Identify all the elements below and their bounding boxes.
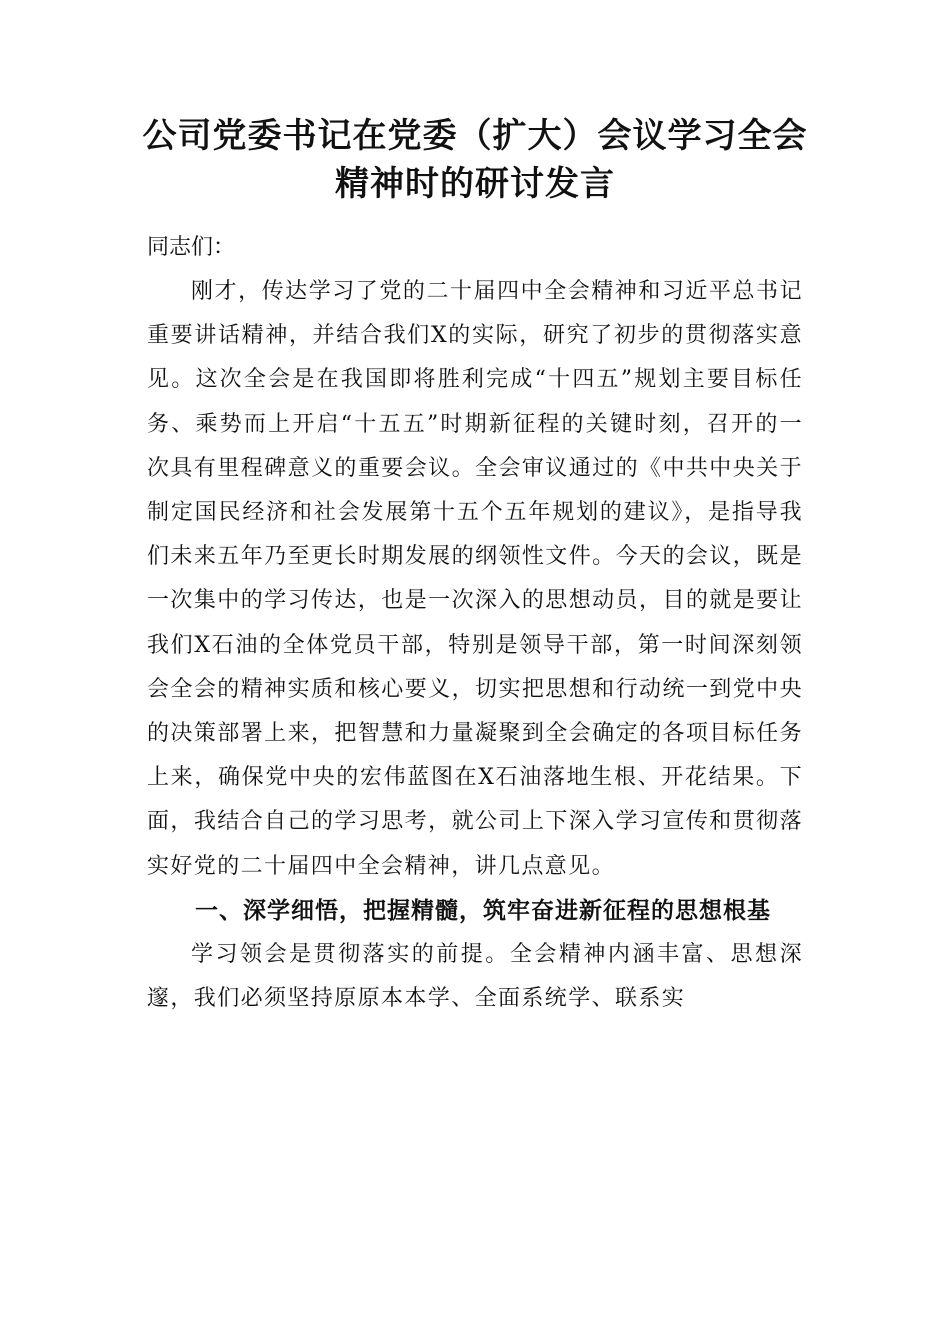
document-title: 公司党委书记在党委（扩大）会议学习全会精神时的研讨发言	[142, 116, 808, 204]
section-heading-1: 一、深学细悟，把握精髓，筑牢奋进新征程的思想根基	[195, 897, 771, 924]
paragraph-intro: 刚才，传达学习了党的二十届四中全会精神和习近平总书记重要讲话精神，并结合我们X的实际，研究了初步的贯彻落实意见。这次全会是在我国即将胜利完成“十四五”规划主要目标任务、乘势而上开启“十五五”时期新征程的关键时刻，召开的一次具有里程碑意义的重要会议。全会审议通过的《中共中央关于制定国民经济和社会发展第十五个五年规划的建议》，是指导我们未来五年乃至更长时期发展的纲领性文件。今天的会议，既是一次集中的学习传达，也是一次深入的思想动员，目的就是要让我们X石油的全体党员干部，特别是领导干部，第一时间深刻领会全会的精神实质和核心要义，切实把思想和行动统一到党中央的决策部署上来，把智慧和力量凝聚到全会确定的各项目标任务上来，确保党中央的宏伟蓝图在X石油落地生根、开花结果。下面，我结合自己的学习思考，就公司上下深入学习宣传和贯彻落实好党的二十届四中全会精神，讲几点意见。	[147, 279, 803, 879]
paragraph-section-1: 学习领会是贯彻落实的前提。全会精神内涵丰富、思想深邃，我们必须坚持原原本本学、全面系统学、联系实	[147, 941, 803, 1012]
document-body	[147, 226, 803, 1021]
salutation: 同志们：	[147, 235, 236, 260]
